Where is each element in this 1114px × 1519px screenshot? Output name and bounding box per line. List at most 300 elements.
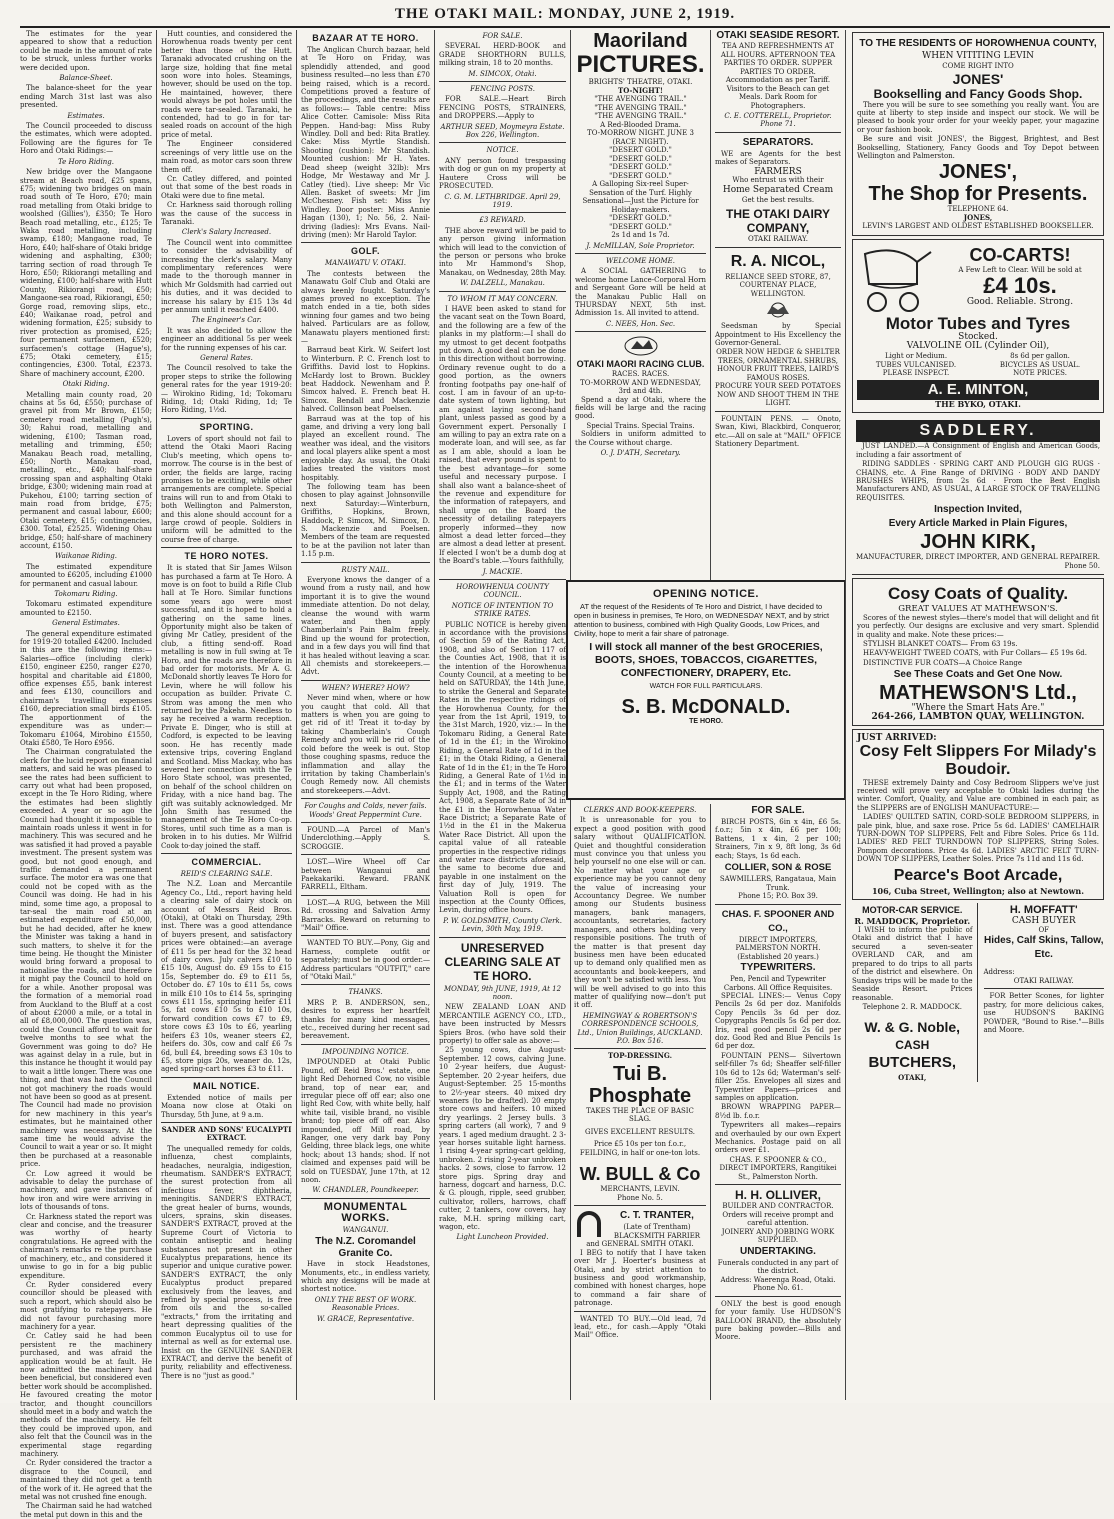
divider bbox=[301, 242, 430, 243]
advert-title: THE OTAKI DAIRY COMPANY, bbox=[726, 207, 830, 236]
advert-title: MOTOR-CAR SERVICE. bbox=[862, 905, 963, 916]
opening-notice-advert bbox=[566, 580, 846, 800]
subheading: FENCING POSTS. bbox=[470, 85, 535, 94]
paragraph: The contests between the Manawatu Golf Club and Otaki are always keenly fought. Saturday's games proved no exception. The match ended in a tie, both sides winning four games and two being halved. Particulars are as follow, Manawatu players mentioned first:— bbox=[301, 269, 430, 345]
signature: W. CHANDLER, Poundkeeper. bbox=[312, 1186, 419, 1195]
divider bbox=[439, 579, 566, 580]
paragraph: A SOCIAL GATHERING to welcome home Lance-Corporal Horn and Sergeant Gore will be held at the Manakau Public Hall on THURSDAY NEXT, 5th inst. Admission 1s. All invited to attend. bbox=[575, 267, 706, 318]
advert-title: Maoriland bbox=[593, 30, 688, 52]
subheading: Waikanae Riding. bbox=[55, 552, 117, 561]
paragraph: IMPOUNDED at Otaki Public Pound, off Reid Bros.' estate, one light Red Dehorned Cow, no visible brand, top of near ear, and irregular piece off off ear; also one light Red Cow, with white belly, half white tail, visible brand, no visible brand; top piece off off ear. Also impounded, off Mill road, by Ranger, one very dark bay Pony Gelding, three black legs, one white hock; about 13 hands; shod. If not claimed and expenses paid will be sold on TUESDAY, June 17th, at 12 noon. bbox=[301, 1058, 430, 1184]
paragraph: The estimated expenditure amounted to £6205, including £1000 for permanent and casual labour. bbox=[20, 562, 152, 588]
section-heading: BAZAAR AT TE HORO. bbox=[312, 33, 419, 43]
column-5-lower bbox=[570, 804, 710, 1400]
subheading: TO WHOM IT MAY CONCERN. bbox=[447, 294, 558, 303]
advert-title: CHAS. F. SPOONER AND CO., bbox=[721, 908, 835, 934]
column-2 bbox=[156, 30, 296, 1400]
subheading: RUSTY NAIL. bbox=[341, 565, 390, 574]
advert-text: BUILDER AND CONTRACTOR. bbox=[722, 1202, 834, 1211]
signature: ARTHUR SEED, Moymeyra Estate. Box 226, Wellington. bbox=[440, 122, 565, 140]
advert-text: FARMERS bbox=[754, 166, 802, 177]
subheading: WHEN? WHERE? HOW? bbox=[321, 683, 410, 692]
advert-title: Cosy Coats of Quality. bbox=[887, 584, 1069, 604]
subheading: WELCOME HOME. bbox=[606, 256, 675, 265]
paragraph: LADIES' QUILTED SATIN, CORD-SOLE BEDROOM SLIPPERS, in pale pink, blue, and saxe rose. Price 5s 6d. LADIES' CAMELHAIR TURN-DOWN TOP SLIPPERS, Felt and Fibre Soles. Price 6s 11d. LADIES' RED FELT TURNDOWN TOP SLIPPERS, String Soles. Pompom decorations. Price 4s 6d. LADIES' ARCTIC FELT TURN-DOWN TOP SLIPPERS, Leather Soles. Price 7s 11d and 11s 6d. bbox=[857, 813, 1099, 864]
masthead: THE OTAKI MAIL: MONDAY, JUNE 2, 1919. bbox=[20, 6, 1110, 28]
advert-title: OTAKI SEASIDE RESORT. bbox=[716, 30, 840, 41]
advert-text: R. MADDOCK, Proprietor. bbox=[854, 916, 971, 927]
maddock-advert bbox=[852, 903, 978, 1082]
paragraph: New bridge over the Mangaone stream at Beach road, £25 spans, £75; widening two bridges on main road south of Te Horo, £70; main road metalling from Otaki bridge to woolshed (Gillies'), £350; Te Horo Beach road metalling, etc., £125; Te Waka road metalling, including swamp, £180; Mangaone road, Te Horo, £40; half-share of Otaki bridge widening and asphalting, £300; tarring section of road through Te Horo, £50; Rikiorangi metalling and widening, £100; half-share with Hutt County, Rikiorangi road, £50; Mangaone-sea road, Rikiorangi, £50; Gorge road, removing slips, etc., £40; Waikanae road, petrol and widening formation, £25; subsidy to river protection as promised, £25; four permanent surfacemen, £520; surfacemen's cottage (Hague's), £75; Otaki cemetery, £15; contingencies, £300. Total, £2373. Share of machinery account, £200. bbox=[20, 168, 152, 378]
subheading: WANGANUI. bbox=[342, 1225, 389, 1234]
subheading: HOROWHENUA COUNTY COUNCIL. bbox=[456, 582, 549, 600]
paragraph: AT the request of the Residents of Te Horo and District, I have decided to open in business in premises, Te Horo, on WEDNESDAY NEXT, and by strict attention to business, combined with High Quality Goods, Low Prices, and Civility, hope to merit a fair share of patronage. bbox=[574, 602, 830, 638]
advert-text: Special Trains. Special Trains. bbox=[586, 421, 695, 430]
section-heading: MAIL NOTICE. bbox=[193, 1080, 260, 1091]
paragraph: JUST LANDED.—A Consignment of English and American Goods, including a fair assortment of bbox=[856, 442, 1100, 459]
divider bbox=[715, 1296, 841, 1297]
divider bbox=[574, 1311, 706, 1312]
advert-text: BICYCLES AS USUAL. bbox=[999, 360, 1081, 369]
advert-title: UNRESERVED CLEARING SALE AT TE HORO. bbox=[444, 940, 561, 983]
advert-text: Stocked. bbox=[958, 331, 998, 342]
subheading: FOR SALE. bbox=[482, 32, 523, 40]
advert-text: GREAT VALUES AT MATHEWSON'S. bbox=[898, 604, 1058, 615]
advert-text: "THE AVENGING TRAIL." bbox=[594, 103, 687, 112]
advert-title: £4 10s. bbox=[983, 273, 1057, 299]
advert-text: 2s 1d and 1s 7d. bbox=[611, 231, 670, 239]
advert-text: "DESERT GOLD." bbox=[609, 146, 672, 154]
divider bbox=[301, 1198, 430, 1199]
advert-title: OTAKI MAORI RACING CLUB. bbox=[576, 359, 705, 370]
advert-text: Home Separated Cream bbox=[722, 184, 834, 195]
subheading: Otaki Riding. bbox=[62, 380, 110, 389]
signature: HEMINGWAY & ROBERTSON'S CORRESPONDENCE SCHOOLS, Ltd., Union Buildings, AUCKLAND. P.O. Box 516. bbox=[577, 1011, 703, 1045]
advert-text: PROCURE YOUR SEED POTATOES NOW AND SHOOT THEM IN THE LIGHT. bbox=[715, 382, 841, 408]
paragraph: WE are Agents for the best makes of Separators. bbox=[715, 149, 841, 167]
paragraph: Be sure and visit JONES', the Biggest, Brightest, and Best Bookselling, Stationery, Fancy Goods and Toy Depot between Wellington and Palmerston. bbox=[857, 135, 1099, 160]
advert-title: OPENING NOTICE. bbox=[653, 588, 759, 600]
advert-text: Pen, Pencil and Typewriter Carbons. All Office Requisites. bbox=[723, 975, 833, 992]
paragraph: Metalling main county road, 20 chains at 5s 6d, £550; purchase of gravel pit from Mr Brown, £150; cemetery road metalling (Pugh's), 30; Rahui road, metalling and widening, £100; Tasman road, metalling and trimming, £50; Manakau Beach road, metalling, £50; North Manakau road, metalling, etc., £40; half-share crossing span and asphalting Otaki bridge, £300; widening main road at Pukehou, £100; tarring section of main road from bridge, £75; permanent and casual labour, £600; Otaki cemetery, £15; contingencies, £300. Total, £2525. Widening Ohau bridge, £50; half-share of machinery account, £150. bbox=[20, 390, 152, 550]
column-1 bbox=[16, 30, 156, 1519]
classified: LOST.—A RUG, between the Mill Rd. crossing and Salvation Army Barracks. Reward on returning to "Mail" Office. bbox=[301, 898, 430, 932]
column-6-lower bbox=[710, 804, 845, 1400]
advert-text: MERCHANTS, LEVIN. bbox=[600, 1185, 680, 1194]
paragraph: The Council proceeded to discuss the estimates, which were adopted. Following are the figures for Te Horo and Otaki Ridings:— bbox=[20, 122, 152, 156]
signature: W. GRACE, Representative. bbox=[316, 1314, 415, 1323]
advert-text: MANUFACTURER, DIRECT IMPORTER, AND GENERAL REPAIRER. bbox=[856, 553, 1100, 562]
advert-title: Inspection Invited, bbox=[934, 504, 1022, 516]
subheading: General Estimates. bbox=[52, 619, 120, 628]
subheading: Estimates. bbox=[67, 111, 105, 120]
advert-text: TE HORO. bbox=[689, 717, 723, 725]
horseshoe-icon bbox=[574, 1211, 604, 1239]
signature: W. DALZELL, Manakau. bbox=[460, 279, 545, 288]
signature: M. SIMCOX, Otaki. bbox=[468, 69, 537, 78]
advert-title: BUTCHERS, bbox=[868, 1053, 956, 1071]
advert-title: The Shop for Presents. bbox=[868, 183, 1088, 206]
classified: WANTED TO BUY.—Old lead, 7d lead, etc., for cash.—Apply "Otaki Mail" Office. bbox=[574, 1314, 706, 1340]
advert-text: "DESERT GOLD." bbox=[609, 222, 672, 231]
advert-text: CASH BUYER bbox=[1011, 916, 1076, 927]
advert-text: "Where the Smart Hats Are." bbox=[911, 703, 1045, 714]
advert-text: JUST ARRIVED: bbox=[857, 733, 937, 744]
advert-title: See These Coats and Get One Now. bbox=[893, 669, 1063, 681]
advert-text: "THE AVENGING TRAIL." bbox=[594, 95, 687, 103]
divider bbox=[301, 562, 430, 563]
advert-text: ORDER NOW HEDGE & SHELTER TREES, ORNAMENTAL SHRUBS, HONOUR FRUIT TREES, LAIRD'S FAMOUS ROSES. bbox=[716, 348, 840, 382]
subheading: Clerk's Salary Increased. bbox=[181, 228, 272, 237]
royal-crest-icon bbox=[763, 300, 793, 320]
classified: FOR Better Scones, for lighter pastry, for more delicious cakes, use HUDSON'S BAKING POWDER, "Bound to Rise."—Bills and Moore. bbox=[983, 992, 1104, 1035]
advert-text: I will stock all manner of the best GROCERIES, BOOTS, SHOES, TOBACCOS, CIGARETTES, CONFECTIONERY, DRAPERY, Etc. bbox=[589, 641, 823, 679]
subheading: SANDER AND SONS' EUCALYPTI EXTRACT. bbox=[161, 1124, 292, 1143]
paragraph: Cr. Ryder considered every councillor should be pleased with such a report, which should also be most gratifying to ratepayers. He did not favour purchasing more machinery for a year. bbox=[20, 1280, 152, 1331]
subheading: REID'S CLEARING SALE. bbox=[180, 869, 273, 878]
divider bbox=[575, 253, 706, 254]
divider bbox=[715, 132, 841, 133]
advert-title: JONES', bbox=[938, 161, 1018, 184]
advert-title: JOHN KIRK, bbox=[920, 531, 1036, 554]
advert-title: SADDLERY. bbox=[856, 420, 1100, 442]
advert-text: A Red-Blooded Drama. bbox=[600, 120, 681, 129]
divider bbox=[161, 547, 292, 548]
paragraph: Cr. Catley said he had been persistent re the machinery purchased, and was afraid the application would be at fault. He now admitted the machinery had been beneficial, but considered even better work should be accomplished. He favoured creating the motor tractor, and thought councillors should meet in a body and watch the methods of the machinery. He felt they could be improved upon, and also felt that the Council was in the experimental stage regarding machinery. bbox=[20, 1332, 152, 1459]
advert-title: Cosy Felt Slippers For Milady's Boudoir. bbox=[859, 742, 1097, 778]
advert-text: OF bbox=[1038, 925, 1050, 934]
paragraph: There you will be sure to see something you really want. You are quite at liberty to step inside and inspect our stock. We will be pleased to book your order for your weekly paper, your magazine or your fashion book. bbox=[857, 100, 1099, 134]
paragraph: MRS P. B. ANDERSON, sen., desires to express her heartfelt thanks for many kind messages, etc., received during her recent sad bereavement. bbox=[301, 998, 430, 1041]
paragraph: STYLISH BLANKET COATS— From 63 19s. bbox=[863, 639, 1018, 648]
paragraph: THE above reward will be paid to any person giving information which will lead to the conviction of the person or persons who broke into Mr Hammond's Shop, Manakau, on Wednesday, 28th May. bbox=[439, 226, 567, 277]
signature: J. McMILLAN, Sole Proprietor. bbox=[586, 241, 695, 250]
classified: FOUNTAIN PENS. — Onoto, Swan, Kiwi, Blackbird, Conqueror, etc.—All on sale at "MAIL" OFFICE Stationery Department. bbox=[715, 414, 841, 449]
paragraph: 25 young cows, due August-September. 12 cows, calving June. 10 2-year heifers, due August-September. 20 2-year heifers, due August-September. 25 15-months to 2½-year steers. 40 mixed dry weaners (to be drafted). 20 empty store cows and heifers. 10 mixed dry yearlings. 2 Jersey bulls. 3 spring carters (all work), 7 and 9 years. 1 aged medium draught. 2 3-year horses suitable light harness. 1 rising 4-year spring-cart gelding, unbroken. 2 rising 2-year unbroken hacks. 2 sows, close to farrow. 12 store pigs. Spring dray and harness, dogcart and harness, D.C. & G. plough, ripple, seed grubber, cultivator, rollers, harrows, chaff cutter, 2 tankers, cow covers, hay rake, M.H. spring milking cart, wagon, etc. bbox=[439, 1046, 566, 1231]
subheading: General Rates. bbox=[200, 354, 253, 363]
subheading: NOTICE. bbox=[486, 146, 519, 155]
paragraph: It was also decided to allow the engineer an additional 5s per week for the running expenses of his car. bbox=[161, 326, 292, 352]
advert-text: Who entrust us with their bbox=[732, 176, 824, 185]
advert-text: TUBES VULCANISED. bbox=[875, 360, 957, 369]
paragraph: The N.Z. Loan and Mercantile Agency Co., Ltd., report having held a clearing sale of dairy stock on account of Messrs Reid Bros. (Otaki), at Otaki on Thursday, 29th inst. There was a good attendance of buyers present, and satisfactory prices were obtained:—an average of £11 5s per head for the 32 head of dairy cows. July calvers £10 to £15 10s, August do. £9 15s to £15 15s, September do. £9 to £11 5s, October do. £7 10s to £11 5s, cows in milk £10 10s to £14 5s, springing cows £11 15s, springing heifer £11 5s, fat cows £10 5s to £10 10s, forward condition cows £7 to £9, store cows £3 10s to £6, yearling heifers £3 10s, weaner steers £2, heifers do. 30s, cow and calf £6 7s 6d, bull £4, breeding sows £3 10s to £5, store pigs 20s, weaner do. 12s, aged spring-cart horses £3 to £11. bbox=[161, 880, 292, 1074]
subheading: £3 REWARD. bbox=[479, 216, 526, 225]
advert-text: Price £5 10s per ton f.o.r., FEILDING, in half or one-ton lots. bbox=[579, 1140, 701, 1157]
advert-text: BRIGHTS' THEATRE, OTAKI. bbox=[588, 78, 693, 86]
advert-text: RELIANCE SEED STORE, 87, COURTENAY PLACE, WELLINGTON. bbox=[725, 272, 831, 298]
section-heading: GOLF. bbox=[351, 246, 380, 257]
signature: C. NEES, Hon. Sec. bbox=[605, 319, 676, 328]
advert-text: NOTE PRICES. bbox=[1013, 369, 1067, 378]
advert-title: W. & G. Noble, bbox=[864, 1018, 961, 1035]
signature: P. W. GOLDSMITH, County Clerk. Levin, 30th May, 1919. bbox=[443, 916, 562, 934]
advert-text: TEA AND REFRESHMENTS AT ALL HOURS. AFTERNOON TEA PARTIES TO ORDER. SUPPER PARTIES TO ORDER. Accommodation as per Tariff. Visitors to the Beach can get Meals. Dark Room for Photographers. bbox=[720, 42, 836, 110]
advert-title: CO-CARTS! bbox=[969, 244, 1071, 265]
advert-text: Address: Waerenga Road, Otaki. Phone No. 61. bbox=[720, 1275, 836, 1293]
divider bbox=[439, 81, 566, 82]
advert-title: TO THE RESIDENTS OF HOROWHENUA COUNTY, bbox=[859, 38, 1097, 49]
subheading: The Engineer's Car. bbox=[191, 316, 262, 325]
section-heading: TE HORO NOTES. bbox=[184, 551, 269, 562]
divider bbox=[715, 904, 841, 905]
pearce-advert bbox=[852, 729, 1104, 900]
section-heading: SPORTING. bbox=[199, 421, 254, 432]
advert-text: JONES, bbox=[963, 212, 993, 222]
advert-text: COME RIGHT INTO bbox=[942, 62, 1014, 70]
advert-text: LEVIN'S LARGEST AND OLDEST ESTABLISHED BOOKSELLER. bbox=[862, 222, 1094, 231]
classified: WANTED TO BUY.—Pony, Gig and Harness, complete outfit or separately; must be in good order.—Address particulars "OUTFIT," care of "Otaki Mail." bbox=[301, 939, 430, 982]
advert-text: A Galloping Six-reel Super-Sensation of the Turf. Highly Sensational—Just the Picture for Holiday-makers. bbox=[582, 180, 699, 214]
divider bbox=[715, 411, 841, 412]
divider bbox=[301, 854, 430, 855]
advert-text: VALVOLINE OIL (Cylinder Oil), bbox=[906, 341, 1050, 352]
paragraph: PUBLIC NOTICE is hereby given in accordance with the provisions of Section 59 of the Rating Act, 1908, and also of Section 117 of the Counties Act, 1908, that it is the intention of the Horowhenua County Council, at a meeting to be held on SATURDAY, the 14th June, to strike the General and Separate Rates in the respective ridings of the Horowhenua County, for the year from the 1st April, 1919, to the 31st March, 1920, viz.:— In the Tokomaru Riding, a General Rate of 1d in the £1; in the Wirokino Riding, a General Rate of 1d in the £1; in the Otaki Riding, a General Rate of 1d in the £1; in the Te Horo Riding, a General Rate of 1½d in the £1; and in terms of the Water Supply Act, 1908, and the Rating Act, 1908, a Separate Rate of 3d in the £1 in the Horowhenua Water Race District; a Separate Rate of 1½d in the £1 in the Makerua Water Race District. All upon the capital value of all rateable properties in the respective ridings and water race districts aforesaid, the same to become due and payable in one instalment on the first day of July, 1919. The Valuation Roll is open for inspection at the County Offices, Levin, during office hours. bbox=[439, 620, 566, 915]
paragraph: SEVERAL HERD-BOOK and GRADE SHORTHORN BULLS, milking strain, 18 to 20 months. bbox=[439, 42, 566, 68]
paragraph: Hutt counties, and considered the Horowhenua roads twenty per cent better than those of the Hutt. Taranaki advocated crushing on the large size, holding that fine metal soon wore into holes. Steamings, however, should be used on the top. He maintained, however, there would always be pot holes until the roads were tar-sealed. Taranaki, he contended, had to go in for tar-sealed roads on account of the high price of metal. bbox=[161, 30, 292, 139]
paragraph: Cr. Ryder considered the tractor a disgrace to the Council, and maintained they did not get a tenth of the work of it. He agreed that the metal was not crushed fine enough. bbox=[20, 1459, 152, 1502]
advert-title: MATHEWSON'S Ltd., bbox=[879, 682, 1077, 705]
paragraph: Cr. Low agreed it would be advisable to delay the purchase of machinery, and gave instances of how iron and wire were arriving in lots of thousands of tons. bbox=[20, 1169, 152, 1212]
advert-text: OTAKI RAILWAY. bbox=[748, 235, 808, 244]
paragraph: Spend a day at Otaki, where the fields will be large and the racing good. bbox=[575, 395, 706, 421]
paragraph: Seedsman by Special Appointment to His Excellency the Governor-General. bbox=[715, 322, 841, 347]
paragraph: THESE extremely Dainty and Cosy Bedroom Slippers we've just received will prove very acceptable to Otaki ladies during the winter. Comfort, Quality, and Value are combined in each pair, as the SLIPPERS are of ENGLISH MANUFACTURE:— bbox=[857, 778, 1099, 812]
paragraph: ANY person found trespassing with dog or gun on my property at Hautere Cross will be PROSECUTED. bbox=[439, 156, 566, 191]
advert-text: Good. Reliable. Strong. bbox=[966, 297, 1074, 308]
divider bbox=[301, 822, 430, 823]
advert-title: W. BULL & Co bbox=[579, 1164, 701, 1185]
advert-text: 264-266, LAMBTON QUAY, WELLINGTON. bbox=[871, 711, 1085, 722]
pram-icon bbox=[857, 244, 937, 314]
advert-text: "DESERT GOLD." bbox=[609, 171, 672, 180]
subheading: TOP-DRESSING. bbox=[607, 1051, 673, 1061]
paragraph: The balance-sheet for the year ending March 31st last was also presented. bbox=[20, 84, 152, 110]
advert-text: Get the best results. bbox=[741, 195, 815, 204]
subheading: CLERKS AND BOOK-KEEPERS. bbox=[583, 806, 697, 814]
minton-advert bbox=[852, 239, 1104, 414]
divider bbox=[439, 937, 566, 938]
subheading: Balance-Sheet. bbox=[59, 74, 113, 83]
advert-text: Telephone 2. R. MADDOCK. bbox=[862, 1003, 962, 1012]
paragraph: Barraud was at the top of his game, and driving a very long ball played an excellent round. The weather was ideal, and the visitors and local players alike spent a most enjoyable day. As usual, the Otaki ladies treated the visitors most hospitably. bbox=[301, 414, 430, 482]
column-6 bbox=[710, 30, 845, 580]
advert-text: TO-MORROW AND WEDNESDAY, 3rd and 4th. bbox=[580, 378, 701, 396]
paragraph: The Council went into committee to consider the advisability of increasing the clerk's salary. Many complimentary references were made to the thorough manner in which Mr Goldsmith had carried out his duties, and it was decided to increase his salary by £15 13s 4d per annum until it reached £400. bbox=[161, 238, 292, 314]
divider bbox=[575, 331, 706, 332]
advert-text: SAWMILLERS, Rangataua, Main Trunk. bbox=[719, 875, 837, 892]
advert-text: CHAS. F. SPOONER & CO., DIRECT IMPORTERS, Rangitikei St., Palmerston North. bbox=[719, 1155, 837, 1181]
divider bbox=[161, 1122, 292, 1123]
advert-text: A Few Left to Clear. Will be sold at bbox=[958, 265, 1082, 274]
advert-text: Funerals conducted in any part of the district. bbox=[717, 1258, 839, 1276]
divider bbox=[715, 247, 841, 248]
divider bbox=[439, 142, 566, 143]
paragraph: Extended notice of mails per Moana now close at Otaki on Thursday, 5th June, at 9 a.m. bbox=[161, 1093, 292, 1119]
advert-title: Every Article Marked in Plain Figures, bbox=[888, 518, 1068, 530]
classified: LOST.—Wire Wheel off Car between Wanganui and Paekakariki. Reward. FRANK FARRELL, Eltham. bbox=[301, 858, 430, 892]
paragraph: BIRCH POSTS, 6in x 4in, £6 5s. f.o.r.; 5in x 4in, £6 per 100; Battens, 1 x 4in, 2 per 100; Strainers, 7in x 9, 8ft long, 3s 6d each; Stays, 1s 6d each. bbox=[715, 818, 841, 860]
paragraph: Cr. Harkness stated the report was clear and concise, and the treasurer was worthy of hearty congratulations. He agreed with the chairman's remarks re the purchase of machinery, etc., and considered it unwise to go in for a big public expenditure. bbox=[20, 1212, 152, 1280]
paragraph: The Council resolved to take the proper steps to strike the following general rates for the year 1919-20:— Wirokino Riding, 1d; Tokomaru Riding, 1d; Otaki Riding, 1d; Te Horo Riding, 1½d. bbox=[161, 364, 292, 415]
paragraph: Never mind when, where or how you caught that cold. All that matters is when you are going to get rid of it! Treat it to-day by taking Chamberlain's Cough Remedy and you will be rid of the cold before the week is out. Stop those coughing spasms, reduce the inflammation and allay the irritation by taking Chamberlain's Cough Remedy now. All chemists and storekeepers.—Advt. bbox=[301, 694, 430, 795]
jones-advert bbox=[852, 32, 1104, 236]
signature: O. J. D'ATH, Secretary. bbox=[600, 449, 681, 458]
advert-text: THE BYKO, OTAKI. bbox=[935, 398, 1021, 409]
advert-text: TO-NIGHT! bbox=[617, 85, 663, 95]
section-heading: COMMERCIAL. bbox=[191, 856, 262, 867]
divider bbox=[161, 853, 292, 854]
divider bbox=[715, 1184, 841, 1185]
divider bbox=[574, 1048, 706, 1049]
paragraph: Light Luncheon Provided. bbox=[456, 1233, 549, 1242]
advert-text: WHEN VITITING LEVIN bbox=[922, 51, 1034, 61]
advert-title: Tui B. Phosphate bbox=[588, 1062, 692, 1107]
divider bbox=[984, 988, 1105, 989]
advert-title: FOR SALE. bbox=[751, 805, 805, 816]
divider bbox=[301, 680, 430, 681]
divider bbox=[439, 291, 566, 292]
paragraph: The Anglican Church bazaar, held at Te Horo on Friday, was splendidly attended, and good business resulted—no less than £70 being raised, which is a record. Competitions proved a feature of the proceedings, and the results are as follows:— Table centre: Miss Alice Cotter. Camisole: Miss Rita Peppen. Hand-bag: Miss Ruby Windley. Doll and bed: Rita Bratley. Cake: Miss Myrtle Standish. Shooting (cushion): Mr Standish. Mounted cushion: Mr H. Yates. Dead sheep (weight 32lb): Mrs Hodge, Mr Westaway and Mr J. Catley (tied). Live sheep: Mr Vic Allen. Basket of sweets: Mr Jim McChesney. Fish set: Miss Ivy Windley. Door poster: Miss Annie Hagan (130), 1; No. 56, 2. Nail-driving (ladies): Mrs Evans. Nail-driving (men): Mr Harold Taylor. bbox=[301, 46, 430, 239]
moffatt-advert bbox=[984, 903, 1105, 1082]
signature: C. G. M. LETHBRIDGE. April 29, 1919. bbox=[444, 192, 561, 209]
paragraph: Typewriters all makes—repairs and overhauled by our own Expert Mechanics. Postage paid on all orders over £1. bbox=[715, 1121, 841, 1155]
advert-title: TYPEWRITERS. bbox=[740, 962, 816, 974]
divider bbox=[301, 984, 430, 985]
advert-text: Phone 50. bbox=[1064, 561, 1100, 570]
advert-text: TAKES THE PLACE OF BASIC SLAG. bbox=[586, 1106, 694, 1124]
divider bbox=[301, 895, 430, 896]
advert-text: Orders will receive prompt and careful attention. bbox=[722, 1210, 834, 1228]
paragraph: DISTINCTIVE FUR COATS—A Choice Range bbox=[863, 658, 1023, 667]
subheading: MONDAY, 9th JUNE, 1919, At 12 noon. bbox=[443, 984, 562, 1002]
paragraph: BROWN WRAPPING PAPER—8½d lb. f.o.r. bbox=[715, 1103, 841, 1120]
advert-title: COLLIER, SON & ROSE bbox=[724, 862, 832, 874]
advert-title: H. H. OLLIVER, bbox=[734, 1188, 821, 1203]
advert-title: JONES' bbox=[952, 70, 1004, 87]
classified: ONLY the best is good enough for your family. Use HUDSON'S BALLOON BRAND, the absolutely pure baking powder.—Bills and Moore. bbox=[715, 1299, 841, 1342]
subheading: NOTICE OF INTENTION TO STRIKE RATES. bbox=[451, 601, 554, 619]
advert-title: S. B. McDONALD. bbox=[621, 695, 791, 718]
divider bbox=[574, 1205, 706, 1206]
advert-text: WATCH FOR FULL PARTICULARS. bbox=[649, 683, 763, 690]
paragraph: NEW ZEALAND LOAN AND MERCANTILE AGENCY CO., LTD., have been instructed by Messrs Spiers Bros. (who have sold their property) to offer sale as above:— bbox=[439, 1003, 566, 1046]
advert-title: CASH bbox=[895, 1037, 930, 1052]
advert-text: Phone 15; P.O. Box 39. bbox=[738, 892, 818, 901]
paragraph: Barraud beat Kirk. W. Seifert lost to Winterburn. P. C. French lost to Griffiths. David lost to Hopkins. McHardy lost to Brown. Buckley beat Haddock. Newenham and P. Simcox halved. E. French beat H. Simcox. Bendall and Mackenzie halved. Collinson beat Poelsen. bbox=[301, 346, 430, 414]
section-heading: MONUMENTAL WORKS. bbox=[323, 1200, 408, 1224]
advert-title: C. T. TRANTER, bbox=[620, 1210, 694, 1222]
divider bbox=[301, 798, 430, 799]
paragraph: Everyone knows the danger of a wound from a rusty nail, and how important it is to give the wound immediate attention. Do not delay, cleanse the wound with warm water, and then apply Chamberlain's Pain Balm freely. Bind up the wound for protection, and in a few days you will find that it has healed without leaving a scar. All chemists and storekeepers.—Advt. bbox=[301, 575, 430, 677]
paragraph: ONLY THE BEST OF WORK. Reasonable Prices. bbox=[314, 1295, 417, 1313]
signature: J. MACKIE. bbox=[482, 567, 523, 576]
paragraph: I WISH to inform the public of Otaki and district that I have secured a seven-seater OVERLAND CAR, and am prepared to do trips to all parts of the district and elsewhere. On Sundays trips will be made to the Seaside Resort. Prices reasonable. bbox=[852, 925, 973, 1002]
advert-text: RACES. RACES. bbox=[611, 370, 670, 379]
paragraph: The following team has been chosen to play against Johnsonville next Saturday:—Winterburn, Griffiths, Hopkins, Brown, Haddock, P. Simcox, M. Simcox, D. S. Mackenzie and Poelsen. Members of the team are requested to be at the pavilion not later than 1.15 p.m. bbox=[301, 482, 430, 559]
advert-text: (Late of Trentham) BLACKSMITH FARRIER and GENERAL SMITH OTAKI. bbox=[586, 1223, 701, 1249]
paragraph: The Engineer considered screenings of very little use on the main road, as motor cars soon threw them off. bbox=[161, 140, 292, 174]
signature: C. E. COTTERELL, Proprietor. Phone 71. bbox=[724, 112, 832, 129]
advert-text: "DESERT GOLD." bbox=[609, 154, 672, 163]
kirk-advert bbox=[852, 416, 1104, 575]
paragraph: The estimates for the year appeared to show that a reduction could be made in the amount of rate to be struck, unless further works were decided upon. bbox=[20, 30, 152, 72]
paragraph: It is stated that Sir James Wilson has purchased a farm at Te Horo. A move is on foot to build a Rifle Club hall at Te Horo. Similar functions some years ago were most successful, and it is hoped to hold a gathering on the same lines. Opportunity might also be taken of giving Mr Catley, president of the club, a fitting send-off. Road metalling is now in full swing at Te Horo, and the roads are therefore in bad order for motorists. Mr A. G. McDonald shortly leaves Te Horo for Levin, where he will follow his occupation as builder. Private C. Strom was among the men who returned by the Pakeha. Needless to say he received a warm reception. Private E. Dinger, who is still at Codford, is expected to be leaving soon. He has recently made extensive trips, covering England and Scotland. Miss Mackay, who has severed her connection with the Te Horo State school, was presented, on behalf of the school children on Friday, with a nice hand bag. The gift was suitably acknowledged. Mr John Smith has resumed the management of the Te Horo Co-op. Stores, until such time as a man is broken in to his duties. Mr Wilfrid Cook to-day joined the staff. bbox=[161, 564, 292, 850]
mathewson-advert bbox=[852, 578, 1104, 726]
advert-title: SEPARATORS. bbox=[742, 136, 814, 148]
advert-title: H. MOFFATT' bbox=[1009, 904, 1078, 917]
paragraph: It is unreasonable for you to expect a good position with good salary without QUALIFICATION. Quiet and thoughtful consideration must convince you that unless you help yourself no one else will or can. No matter what your age or experience may be you cannot deny the value of increasing your Accountancy Degree. We number among our Students business managers, bank managers, accountants, secretaries, factory managers, and others holding very responsible positions. The truth of the matter is that present day business men have been educated up to demand only qualified men as accountants and book-keepers, and they won't be satisfied with less. You will be well advised to go into this matter of qualifying now—don't put it off. bbox=[574, 816, 706, 1010]
subheading: IMPOUNDING NOTICE. bbox=[322, 1047, 409, 1056]
advert-text: "DESERT GOLD." bbox=[609, 214, 672, 222]
subheading: Te Horo Riding. bbox=[57, 157, 115, 166]
paragraph: FOUNTAIN PENS— Silvertown self-filler 7s 6d; Sheaffer self-filler 10s 6d to 12s 6d; Waterman's self-filler 25s. Envelopes all sizes and Typewriter Papers—prices and samples on application. bbox=[715, 1051, 841, 1102]
advert-text: DIRECT IMPORTERS, PALMERSTON NORTH. (Established 20 years.) bbox=[735, 935, 821, 961]
paragraph: Scores of the newest styles—there's model that will delight and fit you perfectly. Our designs are exclusive and very smart. Splendid in quality and make. Note these prices:— bbox=[857, 613, 1099, 639]
paragraph: RIDING SADDLES · SPRING CART AND PLOUGH GIG RUGS · CHAINS, etc. A Fine Range of DRIVING · BODY AND DANDY BRUSHES WHIPS, from 2s 6d · From the Best English Manufacturers AND, AS USUAL, A LARGE STOCK OF TRAVELLING REQUISITES. bbox=[856, 460, 1100, 502]
subheading: THANKS. bbox=[348, 988, 383, 997]
subheading: MANAWATU V. OTAKI. bbox=[324, 259, 406, 268]
advert-text: "DESERT GOLD." bbox=[609, 163, 672, 171]
paragraph: The Chairman congratulated the clerk for the lucid report on financial matters, and said he was pleased to see the rates had been sufficient to carry out what had been proposed, except in the Te Horo Riding, where the estimates had been slightly exceeded. A year or so ago the Council had thought it impossible to maintain roads unless it went in for machinery. This was secured and he was satisfied it had proved a payable investment. The present system was good, but not good enough, and traffic demanded a permanent surface. The motor era was one that could not be coped with as the Council was doing. He had in his mind, some time ago, a proposal to tar-seal the main road at an estimated expenditure of £50,000, but he had decided, after he knew the Minister was taking a hand in such matters, to shelve it for the time being. He thought the Minister would bring forward a proposal to nationalise the roads, and therefore it might pay the Council to hold on for a while. Another proposal was the formation of a memorial road from Auckland to the Bluff at a cost of about £2000 a mile, or a total in all of £8,000,000. The question was, could the Council afford to wait for twelve months to see what the Government was going to do? He was against delay in a rule, but in this instance he thought it would pay to wait a little longer. There was one thing, and that was had the Council not got machinery the roads would not have been so good as at present. The Council had made no provision for new machinery in this year's estimates, but he maintained other machinery was necessary. At the same time he would advise the Council to wait a year or so. It might then be purchased at a reasonable price. bbox=[20, 748, 152, 1169]
paragraph: The unequalled remedy for colds, influenza, chest complaints, headaches, neuralgia, indigestion, rheumatism. SANDER'S EXTRACT, the surest protection from all infectious fever, diphtheria, meningitis. SANDER'S EXTRACT, the great healer of burns, wounds, ulcers, sprains, skin diseases. SANDER'S EXTRACT, proved at the Supreme Court of Victoria to contain antiseptic and healing substances not present in other Eucalyptus preparations, hence its superior and unique curative power. SANDER'S EXTRACT, the only Eucalyptus product prepared exclusively from the leaves, and refined by special process, is free from oils and the so-called "extracts," from the irritating and heart depressing qualities of the common Eucalyptus oil to use for internal as well as for external use. Insist on the GENUINE SANDER EXTRACT, and derive the benefit of purity, reliability and effectiveness. There is no "just as good." bbox=[161, 1144, 292, 1380]
paragraph: I BEG to notify that I have taken over Mr J. Hoerter's business at Otaki, and by strict attention to business and good workmanship, combined with honest charges, hope to command a fair share of patronage. bbox=[574, 1248, 706, 1308]
divider bbox=[301, 1044, 430, 1045]
paragraph: SPECIAL LINES:— Venus Copy Pencils 2s 6d per doz. Manifolds Copy Pencils 3s 6d per doz. Copygraphs Pencils 5s 6d per doz. Iris, real good pencil 2s 6d per doz. Good Red and Blue Pencils 1s 6d per doz. bbox=[715, 992, 841, 1051]
paragraph: HEAVY-WEIGHT TWEED COATS, with Fur Collars— £5 19s 6d. bbox=[863, 649, 1087, 658]
column-4 bbox=[434, 30, 570, 1400]
divider bbox=[161, 418, 292, 419]
advert-text: 8s 6d per gallon. bbox=[1010, 352, 1070, 361]
divider bbox=[301, 935, 430, 936]
advert-text: OTAKI RAILWAY. bbox=[1013, 976, 1074, 985]
column-3 bbox=[296, 30, 434, 1400]
advert-title: Hides, Calf Skins, Tallow, Etc. bbox=[984, 935, 1104, 961]
paragraph: Tokomaru estimated expenditure amounted to £2150. bbox=[20, 600, 152, 617]
racing-club-crest-icon bbox=[623, 335, 659, 357]
advert-text: Light or Medium. bbox=[884, 352, 948, 361]
advert-text: Phone No. 5. bbox=[617, 1193, 663, 1202]
paragraph: The general expenditure estimated for 1919-20 totalled £4200. Included in this are the following items:— Salaries—office (including clerk) £150, engineer £250, ranger £270, hospital and charitable aid £1800, office expenses £55, bank interest and fees £130, councillors and chairman's travelling expenses £160, depreciation small birds £105. The apportionment of the expenditure was as under:—Tokomaru £1064, Mirobino £1550, Otaki £580, Te Horo £956. bbox=[20, 629, 152, 747]
advert-text: TELEPHONE 64. bbox=[947, 205, 1009, 214]
paragraph: Lovers of sport should not fail to attend the Otaki Maori Racing Club's meeting, which opens to-morrow. The course is in the best of order, the fields are large, racing promises to be exciting, while other arrangements are complete. Special trains will run to and from Otaki to both Wellington and Palmerston, and this alone should account for a large crowd of people. Soldiers in uniform will be admitted to the course free of charge. bbox=[161, 434, 292, 544]
paragraph: Soldiers in uniform admitted to the Course without charge. bbox=[575, 430, 706, 447]
advert-text: "THE AVENGING TRAIL." bbox=[594, 112, 687, 120]
advert-text: JOINERY AND JOBBING WORK SUPPLIED. bbox=[721, 1227, 835, 1245]
paragraph: Cr. Harkness said thorough rolling was the cause of the success in Taranaki. bbox=[161, 201, 292, 226]
paragraph: FOR SALE.—Heart Birch FENCING POSTS, STRAINERS, and DROPPERS.—Apply to bbox=[439, 95, 566, 121]
advert-text: Address: bbox=[983, 968, 1015, 977]
paragraph: The Chairman said he had watched the metal put down in this and the bbox=[20, 1502, 152, 1519]
advert-text: OTAKI, bbox=[898, 1072, 927, 1082]
advert-title: Bookselling and Fancy Goods Shop. bbox=[873, 86, 1083, 101]
advert-title: A. E. MINTON, bbox=[857, 380, 1099, 400]
classified: For Coughs and Colds, never fails. Woods' Great Peppermint Cure. bbox=[304, 802, 427, 819]
classified: FOUND.—A Parcel of Man's Underclothing.—Apply S. SCROGGIE. bbox=[301, 825, 430, 851]
paragraph: Have in stock Headstones, Monuments, etc., in endless variety, which any designs will be made at shortest notice. bbox=[301, 1260, 430, 1294]
advert-title: PICTURES. bbox=[576, 51, 705, 78]
advert-text: 106, Cuba Street, Wellington; also at Newtown. bbox=[871, 885, 1084, 896]
subheading: Tokomaru Riding. bbox=[54, 590, 118, 598]
advert-title: Pearce's Boot Arcade, bbox=[893, 866, 1063, 884]
divider bbox=[161, 1077, 292, 1078]
advert-title: UNDERTAKING. bbox=[740, 1245, 816, 1257]
advert-text: PLEASE INSPECT. bbox=[882, 369, 950, 378]
advert-title: The N.Z. Coromandel Granite Co. bbox=[315, 1236, 416, 1260]
advert-text: TO-MORROW NIGHT. JUNE 3 (RACE NIGHT). bbox=[587, 129, 694, 146]
advert-title: Motor Tubes and Tyres bbox=[885, 313, 1071, 333]
paragraph: I HAVE been asked to stand for the vacant seat on the Town Board, and the following are a few of the planks in my platform:—I shall do my utmost to get decent footpaths put down. A good deal can be done in this direction without borrowing. Ordinary revenue ought to do a good portion, as the owners fronting footpaths pay one-half of cost. I am in favour of an up-to-date system of town lighting, but am against laying second-hand plant, unless passed as good by a Government expert. Personally I am willing to pay an extra rate on a moderate loan, and will see, as far as I am able, should a loan be raised, that every pound is spent to the best advantage—for some useful and necessary purpose. I shall also want a balance-sheet of the revenue and expenditure for the information of ratepayers, and shall urge on the Board the necessity of detailing ratepayers properly informed—they now almost a dead letter forced—they are almost a dead letter at present. If elected I won't be a dumb dog at the Board's table.—Yours faithfully, bbox=[439, 304, 566, 566]
divider bbox=[439, 212, 566, 213]
